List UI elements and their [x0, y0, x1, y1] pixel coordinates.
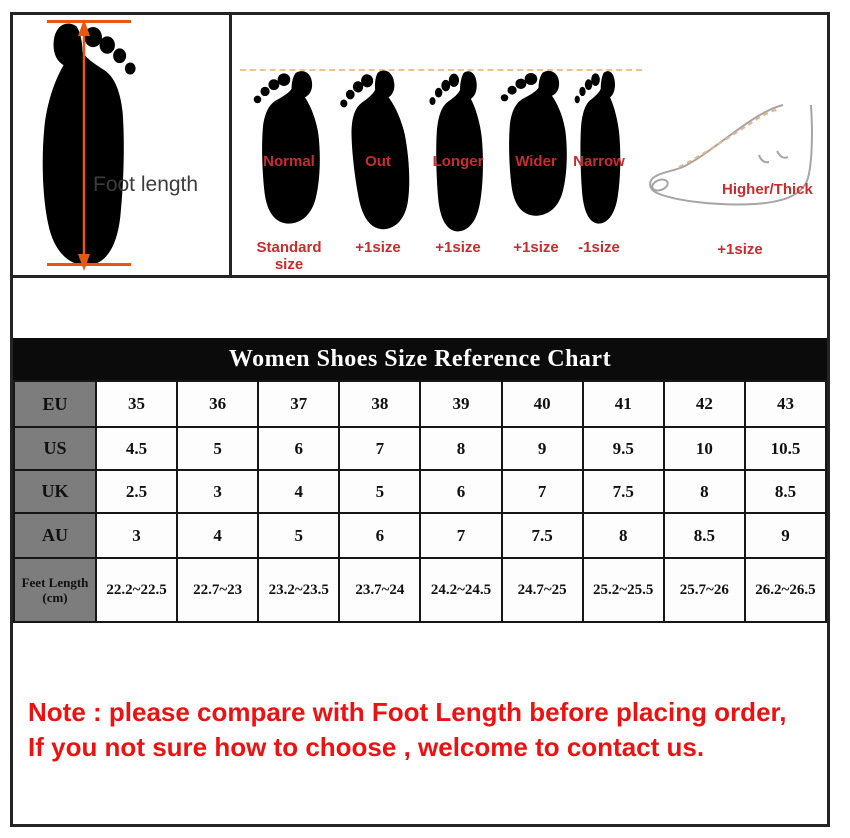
- foot-type-higher-thick: [640, 93, 830, 263]
- measure-arrow-icon: [69, 19, 99, 271]
- size-row-uk: [14, 470, 826, 513]
- foot-length-label: Foot length: [93, 173, 199, 196]
- row-label: EU: [14, 381, 96, 427]
- size-cell: 8.5: [664, 513, 745, 558]
- note-line-2: If you not sure how to choose , welcome to contact us.: [28, 732, 705, 762]
- foot-measure-diagram: [13, 15, 232, 275]
- size-cell: 23.7~24: [339, 558, 420, 622]
- row-label: UK: [14, 470, 96, 513]
- foot-size-adjustment: +1size: [355, 239, 401, 256]
- size-cell: 7: [420, 513, 501, 558]
- foot-size-adjustment: -1size: [578, 239, 620, 256]
- size-cell: 43: [745, 381, 826, 427]
- size-cell: 24.2~24.5: [420, 558, 501, 622]
- size-cell: 10.5: [745, 427, 826, 470]
- size-cell: 8: [664, 470, 745, 513]
- size-cell: 25.2~25.5: [583, 558, 664, 622]
- size-cell: 39: [420, 381, 501, 427]
- size-cell: 3: [96, 513, 177, 558]
- size-cell: 26.2~26.5: [745, 558, 826, 622]
- feet-length-label: Feet Length: [21, 575, 89, 590]
- foot-size-adjustment: Standard size: [256, 239, 322, 273]
- size-cell: 5: [339, 470, 420, 513]
- foot-size-adjustment: +1size: [717, 241, 763, 258]
- size-cell: 40: [502, 381, 583, 427]
- size-cell: 6: [258, 427, 339, 470]
- size-cell: 8.5: [745, 470, 826, 513]
- foot-type-name: Longer: [432, 153, 484, 170]
- note-line-1: Note : please compare with Foot Length before placing order,: [28, 697, 787, 727]
- size-cell: 6: [339, 513, 420, 558]
- size-row-us: [14, 427, 826, 470]
- size-chart-title: Women Shoes Size Reference Chart: [13, 338, 827, 380]
- size-cell: 7: [502, 470, 583, 513]
- size-cell: 25.7~26: [664, 558, 745, 622]
- foot-out-drawing: [331, 64, 425, 236]
- note-text: [28, 695, 786, 765]
- foot-side-drawing: [643, 101, 828, 216]
- size-table: [13, 380, 827, 623]
- size-cell: 37: [258, 381, 339, 427]
- size-cell: 9: [745, 513, 826, 558]
- foot-type-name: Out: [365, 153, 391, 170]
- foot-size-adjustment: +1size: [513, 239, 559, 256]
- size-cell: 7.5: [502, 513, 583, 558]
- size-cell: 9: [502, 427, 583, 470]
- size-cell: 4: [177, 513, 258, 558]
- foot-type-longer: [422, 67, 494, 267]
- size-row-au: [14, 513, 826, 558]
- size-cell: 41: [583, 381, 664, 427]
- size-row-feet-length: [14, 558, 826, 622]
- size-cell: 3: [177, 470, 258, 513]
- foot-size-adjustment: +1size: [435, 239, 481, 256]
- foot-type-name: Narrow: [573, 153, 625, 170]
- foot-type-name: Normal: [263, 153, 315, 170]
- foot-normal-drawing: [247, 67, 331, 227]
- size-cell: 22.7~23: [177, 558, 258, 622]
- row-label: [14, 558, 96, 622]
- foot-type-narrow: [566, 67, 632, 267]
- size-cell: 7: [339, 427, 420, 470]
- size-cell: 38: [339, 381, 420, 427]
- size-cell: 4: [258, 470, 339, 513]
- row-label: AU: [14, 513, 96, 558]
- size-cell: 5: [258, 513, 339, 558]
- top-section: [13, 15, 827, 278]
- size-cell: 8: [420, 427, 501, 470]
- size-cell: 24.7~25: [502, 558, 583, 622]
- size-cell: 36: [177, 381, 258, 427]
- size-cell: 23.2~23.5: [258, 558, 339, 622]
- feet-length-unit: (cm): [42, 590, 68, 605]
- size-cell: 8: [583, 513, 664, 558]
- foot-type-name: Wider: [515, 153, 557, 170]
- size-cell: 9.5: [583, 427, 664, 470]
- size-cell: 7.5: [583, 470, 664, 513]
- foot-type-name: Higher/Thick: [722, 181, 813, 198]
- size-cell: 35: [96, 381, 177, 427]
- row-label: US: [14, 427, 96, 470]
- size-cell: 2.5: [96, 470, 177, 513]
- foot-longer-drawing: [424, 67, 492, 235]
- size-cell: 22.2~22.5: [96, 558, 177, 622]
- size-cell: 42: [664, 381, 745, 427]
- size-cell: 5: [177, 427, 258, 470]
- foot-narrow-drawing: [570, 67, 628, 227]
- foot-type-out: [334, 67, 422, 267]
- size-cell: 6: [420, 470, 501, 513]
- fit-guide: [232, 15, 827, 275]
- size-chart: [13, 338, 827, 623]
- size-cell: 10: [664, 427, 745, 470]
- size-row-eu: [14, 381, 826, 427]
- foot-type-normal: [244, 67, 334, 273]
- outer-frame: [10, 12, 830, 827]
- size-cell: 4.5: [96, 427, 177, 470]
